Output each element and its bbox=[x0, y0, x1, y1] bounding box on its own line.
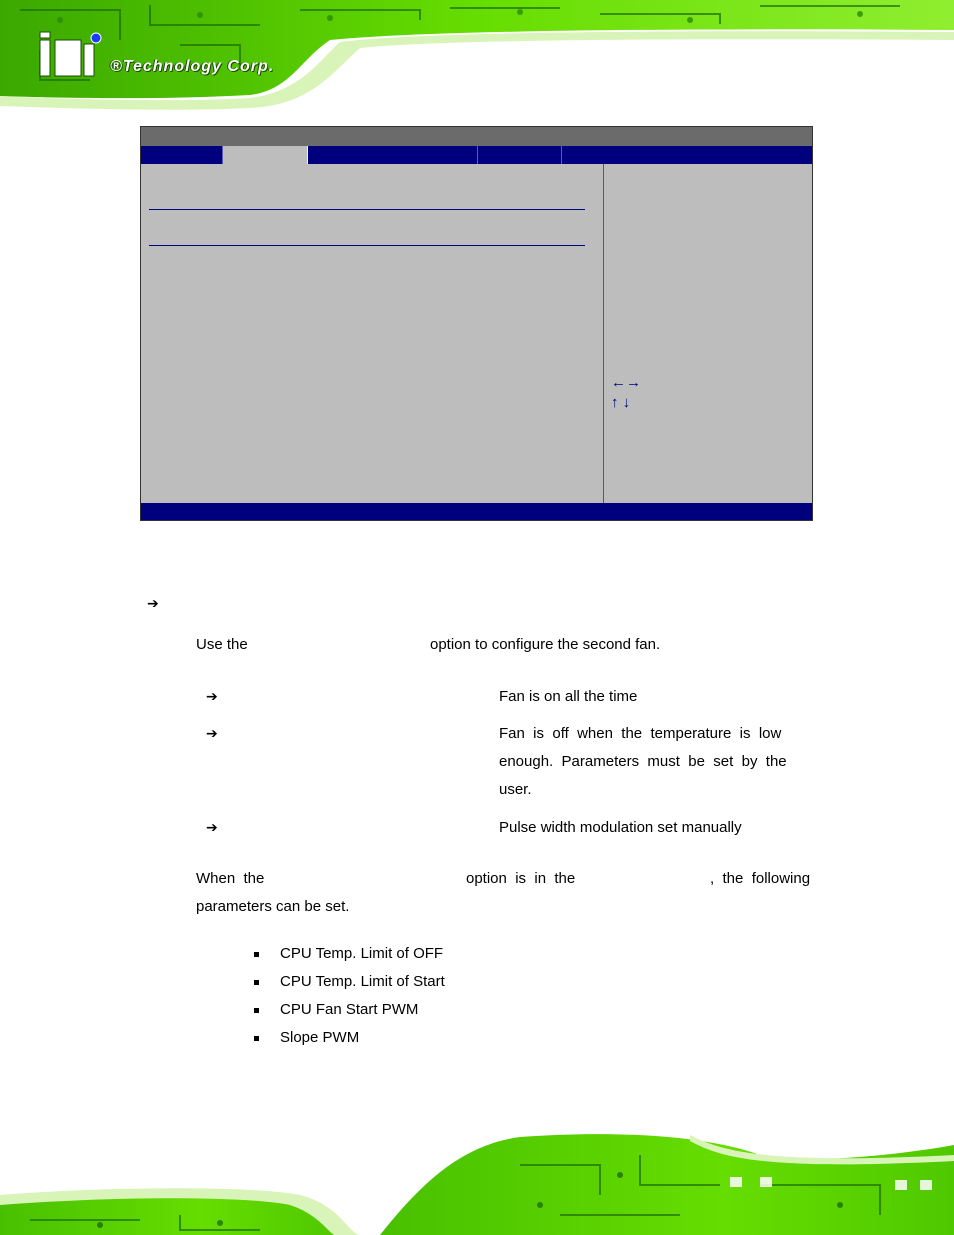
when-text-line2: parameters can be set. bbox=[196, 898, 350, 915]
bios-help-panel bbox=[611, 373, 641, 413]
bios-status-bar bbox=[141, 503, 812, 520]
company-logo-text: ®Technology Corp. bbox=[110, 58, 275, 75]
option-description: Fan is on all the time bbox=[499, 688, 638, 705]
up-down-arrows-icon: ↑ ↓ bbox=[611, 394, 631, 411]
option-arrow-icon: ➔ bbox=[206, 820, 218, 836]
bullet-icon bbox=[254, 1008, 259, 1013]
bios-separator bbox=[149, 245, 585, 246]
option-description-line: Fan is off when the temperature is low bbox=[499, 725, 782, 742]
bios-title-bar bbox=[141, 127, 812, 146]
bios-tab[interactable] bbox=[308, 146, 478, 164]
bullet-icon bbox=[254, 1036, 259, 1041]
pcb-footer-graphic bbox=[0, 1125, 954, 1235]
bios-tab-active[interactable] bbox=[223, 146, 308, 164]
bios-settings-panel bbox=[146, 164, 603, 503]
option-arrow-icon: ➔ bbox=[206, 689, 218, 705]
page-header bbox=[0, 0, 954, 112]
left-right-arrows-icon: ←→ bbox=[611, 374, 641, 391]
when-text: option is in the bbox=[466, 870, 576, 887]
option-description-line: user. bbox=[499, 781, 532, 798]
bios-tab[interactable] bbox=[141, 146, 223, 164]
option-description-line: enough. Parameters must be set by the bbox=[499, 753, 787, 770]
bios-screenshot bbox=[140, 126, 813, 521]
param-item: Slope PWM bbox=[280, 1029, 360, 1046]
pcb-header-graphic bbox=[0, 0, 954, 112]
when-text: , the following bbox=[710, 870, 811, 887]
param-item: CPU Fan Start PWM bbox=[280, 1001, 419, 1018]
bullet-icon bbox=[254, 980, 259, 985]
intro-suffix: option to configure the second fan. bbox=[430, 636, 661, 653]
param-item: CPU Temp. Limit of Start bbox=[280, 973, 445, 990]
intro-prefix: Use the bbox=[196, 636, 248, 653]
bullet-icon bbox=[254, 952, 259, 957]
section-arrow-icon: ➔ bbox=[147, 596, 159, 612]
bios-menu-bar bbox=[141, 146, 812, 164]
param-item: CPU Temp. Limit of OFF bbox=[280, 945, 444, 962]
page-footer bbox=[0, 1125, 954, 1235]
bios-panel-divider bbox=[603, 164, 604, 503]
option-description: Pulse width modulation set manually bbox=[499, 819, 742, 836]
option-arrow-icon: ➔ bbox=[206, 726, 218, 742]
when-text: When the bbox=[196, 870, 265, 887]
bios-separator bbox=[149, 209, 585, 210]
bios-tab[interactable] bbox=[478, 146, 562, 164]
